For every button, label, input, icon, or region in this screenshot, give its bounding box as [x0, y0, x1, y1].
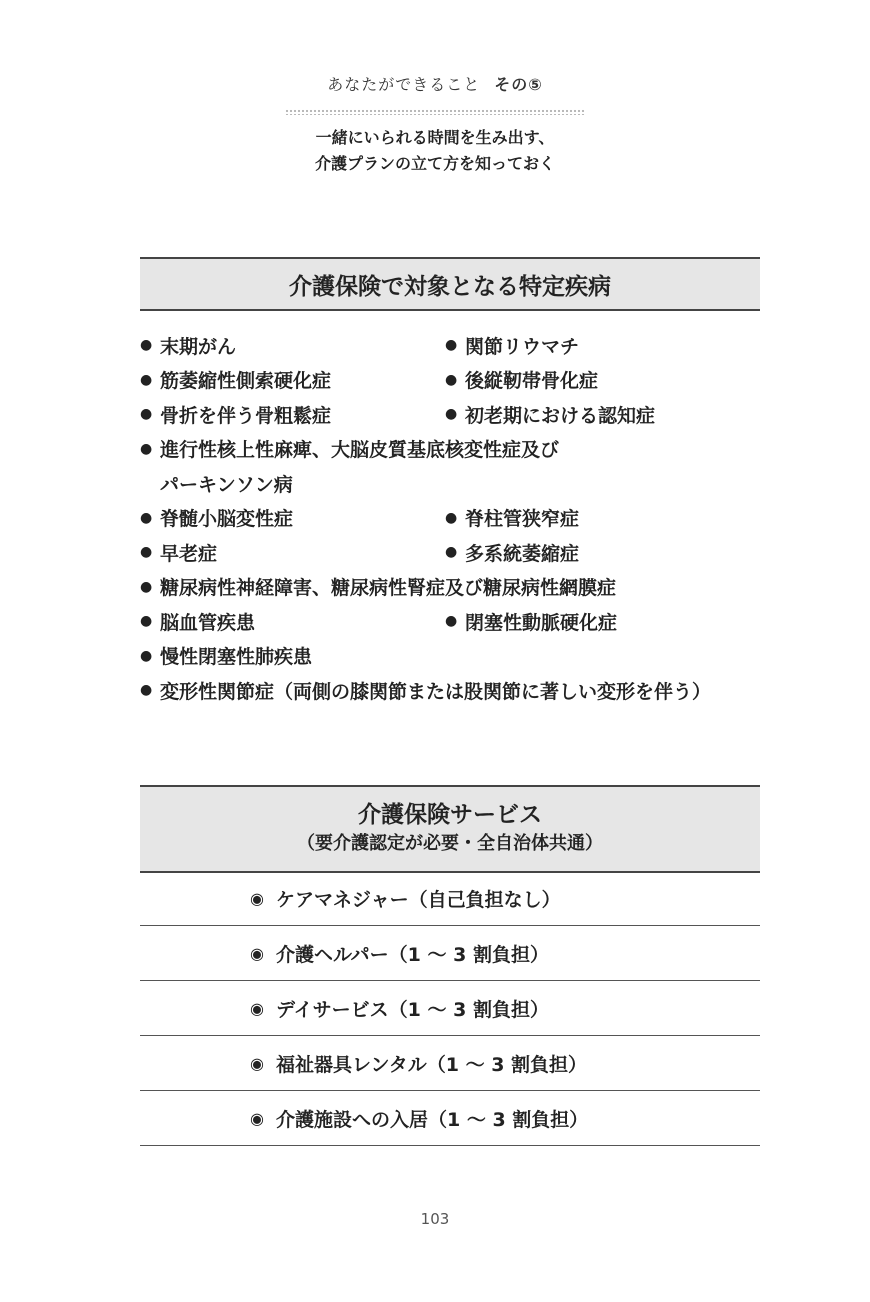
disease-item: ● 関節リウマチ: [445, 335, 580, 358]
bullet-icon: ●: [445, 337, 458, 354]
disease-row: [140, 535, 780, 570]
target-bullet-icon: ◉: [250, 1108, 264, 1128]
bullet-icon: ●: [445, 544, 458, 561]
disease-list: [140, 328, 780, 708]
page-header: [0, 72, 870, 177]
disease-row: [140, 363, 780, 398]
services-box-title: 介護保険サービス: [358, 802, 542, 828]
bullet-icon: ●: [140, 371, 153, 388]
target-bullet-icon: ◉: [250, 1053, 264, 1073]
section-label: [0, 72, 870, 95]
disease-item: ● 進行性核上性麻痺、大脳皮質基底核変性症及び: [140, 439, 560, 462]
disease-row: [140, 397, 780, 432]
disease-row: [140, 328, 780, 363]
service-item: ◉ 介護施設への入居（1 ～ 3 割負担）: [140, 1091, 760, 1146]
service-item: ◉ デイサービス（1 ～ 3 割負担）: [140, 981, 760, 1036]
bullet-icon: ●: [140, 544, 153, 561]
bullet-icon: ●: [140, 337, 153, 354]
bullet-icon: ●: [140, 440, 153, 457]
disease-row: [140, 604, 780, 639]
diseases-box-title: 介護保険で対象となる特定疾病: [140, 257, 760, 311]
page-number: 103: [420, 1210, 450, 1228]
target-bullet-icon: ◉: [250, 888, 264, 908]
disease-row: [140, 432, 780, 467]
disease-item: ● 変形性関節症（両側の膝関節または股関節に著しい変形を伴う）: [140, 680, 712, 703]
disease-item: ● 多系統萎縮症: [445, 542, 580, 565]
disease-row: [140, 501, 780, 536]
disease-row: [140, 466, 780, 501]
service-item: ◉ ケアマネジャー（自己負担なし）: [140, 871, 760, 926]
service-item: ◉ 介護ヘルパー（1 ～ 3 割負担）: [140, 926, 760, 981]
bullet-icon: ●: [445, 406, 458, 423]
bullet-icon: ●: [140, 613, 153, 630]
disease-item: ● 末期がん: [140, 335, 237, 358]
bullet-icon: ●: [140, 406, 153, 423]
disease-item-continued: パーキンソン病: [160, 473, 293, 496]
disease-item: ● 慢性閉塞性肺疾患: [140, 646, 313, 669]
disease-item: ● 初老期における認知症: [445, 404, 656, 427]
bullet-icon: ●: [445, 613, 458, 630]
disease-row: [140, 639, 780, 674]
bullet-icon: ●: [140, 578, 153, 595]
target-bullet-icon: ◉: [250, 943, 264, 963]
services-box-subtitle: （要介護認定が必要・全自治体共通）: [297, 833, 603, 854]
disease-item: ● 脊柱管狭窄症: [445, 508, 580, 531]
bullet-icon: ●: [140, 509, 153, 526]
disease-item: ● 早老症: [140, 542, 218, 565]
section-lead: あなたができること: [327, 75, 481, 94]
disease-item: ● 脊髄小脳変性症: [140, 508, 294, 531]
bullet-icon: ●: [445, 509, 458, 526]
service-list: [140, 871, 760, 1146]
disease-item: ● 糖尿病性神経障害、糖尿病性腎症及び糖尿病性網膜症: [140, 577, 617, 600]
target-bullet-icon: ◉: [250, 998, 264, 1018]
subtitle-line: 介護プランの立て方を知っておく: [314, 154, 555, 173]
bullet-icon: ●: [140, 647, 153, 664]
bullet-icon: ●: [445, 371, 458, 388]
bullet-icon: ●: [140, 682, 153, 699]
page-subtitle: [0, 125, 870, 177]
disease-item: ● 閉塞性動脈硬化症: [445, 611, 618, 634]
disease-row: [140, 673, 780, 708]
service-item: ◉ 福祉器具レンタル（1 ～ 3 割負担）: [140, 1036, 760, 1091]
subtitle-line: 一緒にいられる時間を生み出す、: [315, 128, 555, 147]
disease-item: ● 後縦靭帯骨化症: [445, 370, 599, 393]
disease-item: ● 脳血管疾患: [140, 611, 256, 634]
dotted-divider: [285, 109, 585, 115]
services-box-header: [140, 785, 760, 873]
disease-item: ● 筋萎縮性側索硬化症: [140, 370, 332, 393]
disease-item: ● 骨折を伴う骨粗鬆症: [140, 404, 332, 427]
section-number: その⑤: [494, 75, 543, 94]
disease-row: [140, 570, 780, 605]
